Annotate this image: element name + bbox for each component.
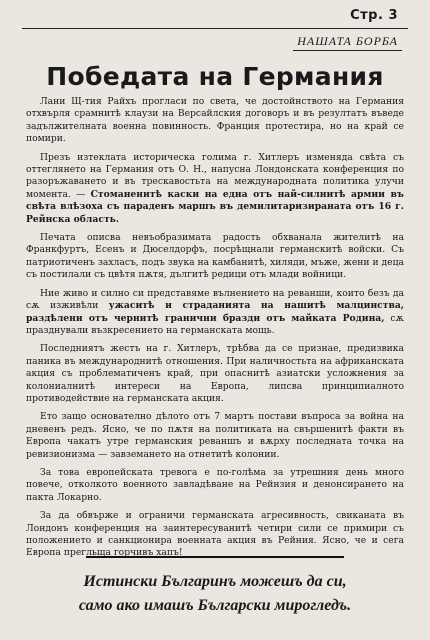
slogan-line-1: Истински Българинъ можешъ да си, — [83, 573, 347, 590]
masthead: НАШАТА БОРБА — [293, 34, 402, 51]
header-rule — [22, 28, 408, 29]
page-number: Стр. 3 — [350, 8, 398, 23]
article-title: Победата на Германия — [46, 62, 384, 91]
article-paragraph — [26, 288, 404, 338]
article-paragraph — [26, 96, 404, 146]
article-paragraph — [26, 510, 404, 560]
paragraph-text: Последниятъ жестъ на г. Хитлеръ, трѣбва да се признае, предизвика паника въ международнитѣ отношения. При наличностьта на африканската акция съ проблематиченъ край, при опаснитѣ азиатски усложнения за колониалнитѣ интереси на Европа, липсва принципиалното противодействие на германската акция. — [26, 343, 404, 404]
footer-rule — [86, 556, 344, 558]
article-paragraph — [26, 343, 404, 405]
paragraph-text: Лани Щ-тия Райхъ прогласи по света, че достойнството на Германия отхвърля срамнитѣ клаузи на Версайлския договоръ и въ резултатъ въведе задължителната военна повинность. Франция протестира, но на край се помири. — [26, 96, 404, 145]
paragraph-text: Печата описва невъобразимата радость обхванала жителитѣ на Франкфуртъ, Есенъ и Дюселдорфъ, посрѣщнали германскитѣ войски. Съ патриотиченъ захласъ, подъ звука на камбанитѣ, хиляди, мъже, жени и деца съ постилали съ цвѣтя пѫтя, дългитѣ редици отъ млади войници. — [26, 232, 404, 281]
paragraph-text: Ето защо основателно дѣлото отъ 7 мартъ постави въпроса за война на дневенъ редъ. Ясно, че по пѫтя на политиката на свършенитѣ факти въ Европа чакатъ утре германския реваншъ и вѫрху последната точка на ревизионизма — завземането на отнетитѣ колонии. — [26, 411, 404, 460]
paragraph-text: Ние живо и силно си представяме вълнението на реванши, които безъ да сѫ изживѣли — [26, 287, 404, 312]
article-paragraph — [26, 232, 404, 282]
bold-text: ужаситѣ и страданията на нашитѣ малцинства, раздѣлени отъ чернитѣ гранични бразди отъ майката Родина, — [26, 300, 404, 324]
article-paragraph — [26, 411, 404, 461]
article-paragraph — [26, 467, 404, 504]
slogan-line-2: само ако имашъ Български мирогледъ. — [78, 597, 352, 614]
article-paragraph — [26, 152, 404, 226]
paragraph-text: Презъ изтеклата историческа голима г. Хитлеръ изменяда свѣта съ оттеглянето на Германия отъ О. Н., напусна Лондонската конференция по разоръжаването и въ трескавостьта на международната политика улучи момента. — — [26, 151, 404, 200]
bold-text: Стоманенитѣ каски на една отъ най-силнитѣ армии въ свѣта влѣзоха съ параденъ маршъ въ демилитаризираната отъ 16 г. Рейнска область. — [26, 188, 404, 225]
paragraph-text: За да обвърже и ограничи германската агресивность, свиканата въ Лондонъ конференция на заинтересуванитѣ четири сили се примири съ положението и санкционира военната акция въ Рейния. Ясно, че и сега Европа прегльща горчивъ хапъ! — [26, 510, 404, 559]
paragraph-text: сѫ празднували възкресението на германската мощь. — [26, 312, 404, 336]
article-body — [26, 96, 404, 566]
slogan — [20, 570, 410, 618]
paragraph-text: За това европейската тревога е по-голѣма за утрешния день много повече, отколкото военното завладѣване на Рейнзия и денонсирането на пакта Локарно. — [26, 466, 404, 503]
